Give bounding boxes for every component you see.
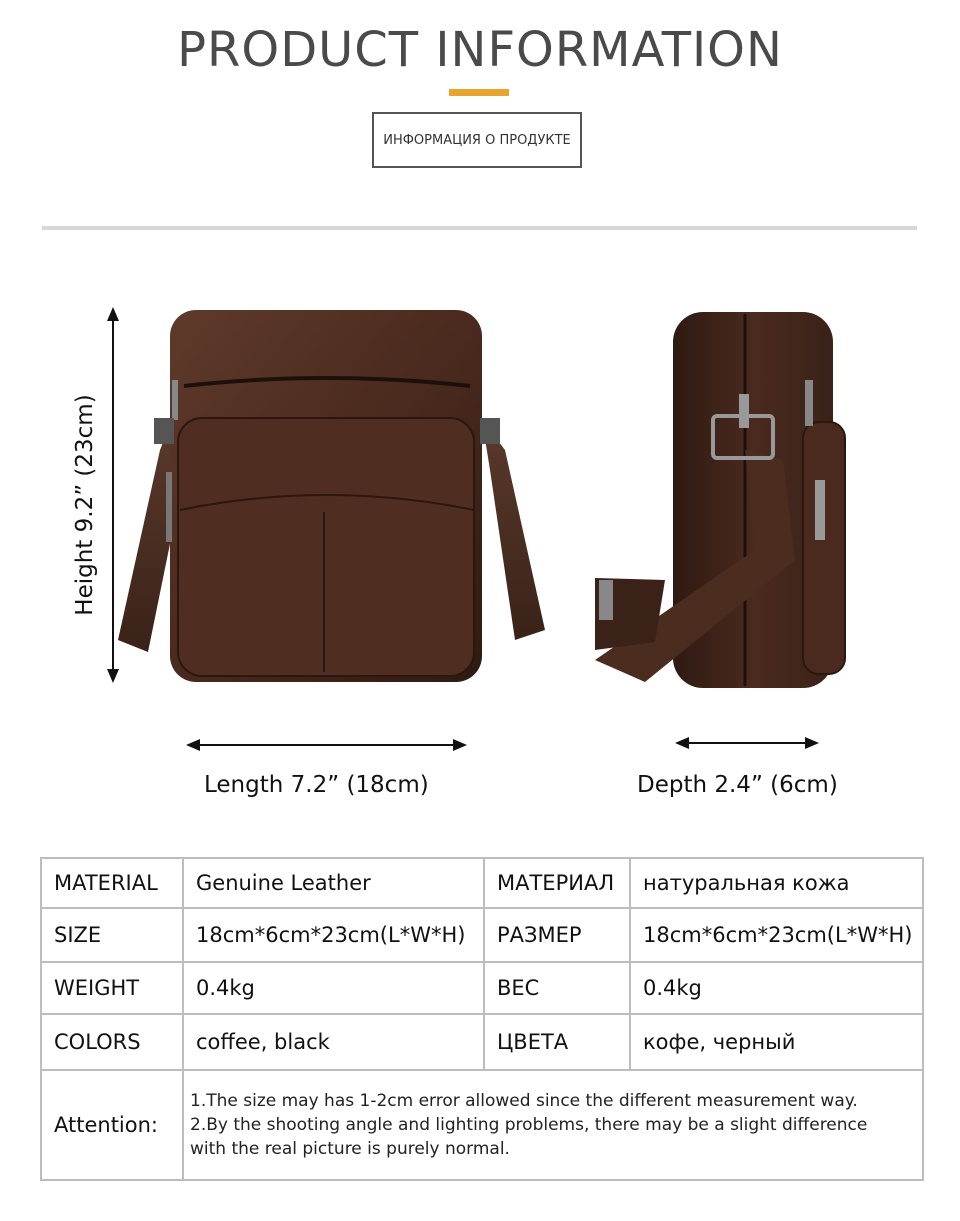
spec-key: SIZE <box>41 908 183 962</box>
depth-arrow <box>673 733 821 753</box>
subtitle-badge <box>372 112 582 168</box>
attention-line-3: with the real picture is purely normal. <box>190 1139 510 1159</box>
bag-side-image <box>595 300 855 700</box>
table-row <box>41 1014 923 1070</box>
spec-key: MATERIAL <box>41 858 183 908</box>
spec-value: Genuine Leather <box>183 858 484 908</box>
page-title: PRODUCT INFORMATION <box>177 22 783 78</box>
spec-value: coffee, black <box>183 1014 484 1070</box>
attention-row <box>41 1070 923 1180</box>
bag-front-image <box>110 300 560 700</box>
spec-table <box>40 857 924 1181</box>
spec-value-ru: натуральная кожа <box>630 858 923 908</box>
spec-key-ru: ЦВЕТА <box>484 1014 630 1070</box>
spec-key-ru: РАЗМЕР <box>484 908 630 962</box>
table-row <box>41 962 923 1014</box>
attention-line-1: 1.The size may has 1-2cm error allowed since the different measurement way. <box>190 1091 858 1111</box>
spec-key-ru: ВЕС <box>484 962 630 1014</box>
table-row <box>41 858 923 908</box>
depth-label: Depth 2.4” (6cm) <box>637 772 838 798</box>
subtitle-text: ИНФОРМАЦИЯ О ПРОДУКТЕ <box>383 132 571 148</box>
spec-key-ru: МАТЕРИАЛ <box>484 858 630 908</box>
spec-value-ru: кофе, черный <box>630 1014 923 1070</box>
length-label: Length 7.2” (18cm) <box>204 772 429 798</box>
spec-value: 18cm*6cm*23cm(L*W*H) <box>183 908 484 962</box>
spec-key: WEIGHT <box>41 962 183 1014</box>
spec-key: COLORS <box>41 1014 183 1070</box>
table-row <box>41 908 923 962</box>
length-arrow <box>184 735 469 755</box>
section-divider <box>42 226 917 230</box>
spec-value-ru: 18cm*6cm*23cm(L*W*H) <box>630 908 923 962</box>
height-label: Height 9.2” (23cm) <box>72 394 98 616</box>
spec-value: 0.4kg <box>183 962 484 1014</box>
attention-line-2: 2.By the shooting angle and lighting problems, there may be a slight difference <box>190 1115 868 1135</box>
attention-label: Attention: <box>41 1070 183 1180</box>
title-accent-bar <box>449 89 509 96</box>
attention-notes <box>183 1070 923 1180</box>
spec-value-ru: 0.4kg <box>630 962 923 1014</box>
